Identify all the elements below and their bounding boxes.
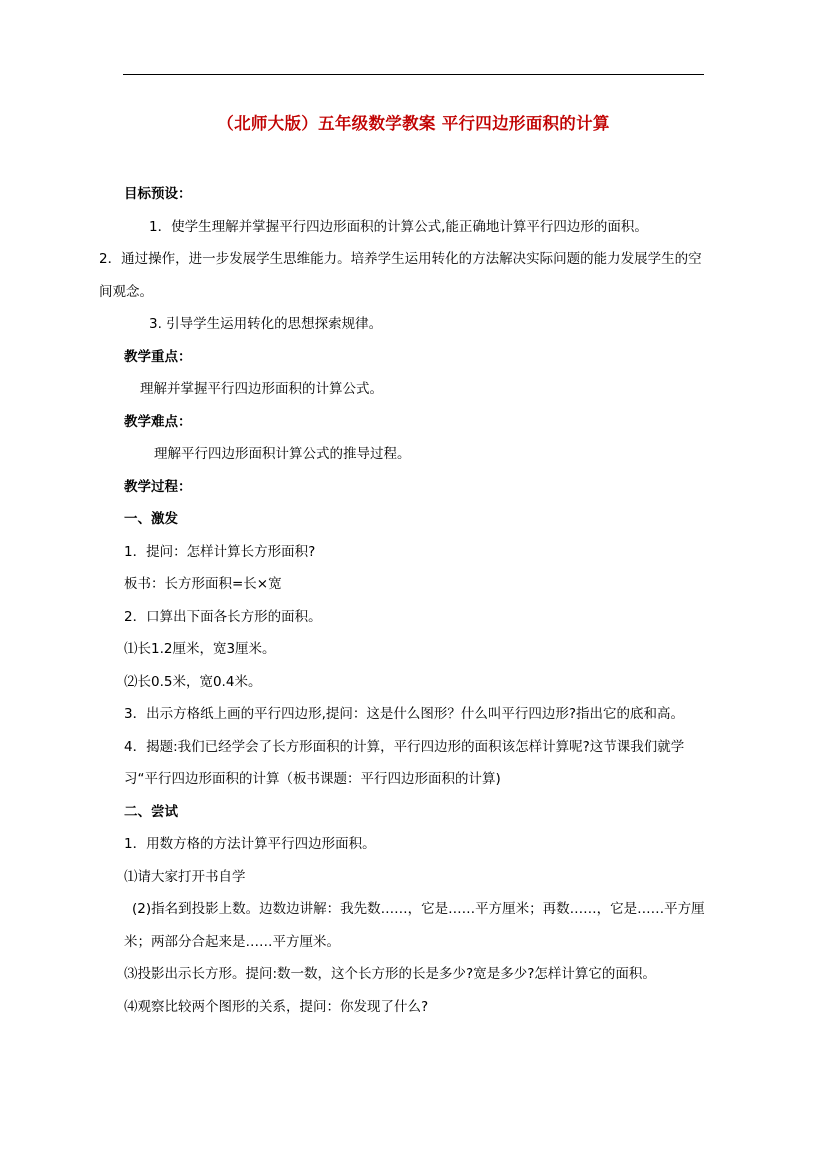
process-line: 板书：长方形面积=长×宽 [124, 576, 282, 592]
part-heading-attempt: 二、尝试 [124, 803, 178, 820]
part-heading-stimulate: 一、激发 [124, 511, 178, 527]
process-line: ⑶投影出示长方形。提问:数一数，这个长方形的长是多少?宽是多少?怎样计算它的面积。 [124, 966, 656, 982]
document-body [99, 178, 708, 1023]
process-line: ⑴请大家打开书自学 [124, 868, 246, 885]
section-heading-difficulties: 教学难点： [124, 413, 192, 430]
process-line: 3．出示方格纸上画的平行四边形,提问：这是什么图形？什么叫平行四边形?指出它的底和高。 [124, 706, 685, 722]
goal-item-3: 3. 引导学生运用转化的思想探索规律。 [149, 316, 383, 332]
section-heading-key-points: 教学重点： [124, 348, 192, 365]
goal-item-1: 1．使学生理解并掌握平行四边形面积的计算公式,能正确地计算平行四边形的面积。 [149, 218, 648, 235]
process-line: (2)指名到投影上数。边数边讲解：我先数……，它是……平方厘米；再数……，它是……平方厘米；两部分合起来是……平方厘米。 [124, 901, 705, 950]
process-line: ⑷观察比较两个图形的关系，提问：你发现了什么? [124, 998, 429, 1015]
document-title: （北师大版）五年级数学教案 平行四边形面积的计算 [217, 114, 610, 133]
section-heading-process: 教学过程： [124, 478, 192, 495]
process-line: 2．口算出下面各长方形的面积。 [124, 608, 322, 625]
process-line: 1．用数方格的方法计算平行四边形面积。 [124, 836, 376, 852]
process-line: ⑵长0.5米，宽0.4米。 [124, 673, 262, 690]
section-heading-goals: 目标预设： [124, 186, 192, 202]
key-point-text: 理解并掌握平行四边形面积的计算公式。 [140, 381, 383, 397]
header-rule [123, 74, 704, 75]
process-line: 1．提问：怎样计算长方形面积? [124, 543, 316, 560]
difficulty-text: 理解平行四边形面积计算公式的推导过程。 [154, 446, 411, 462]
goal-item-2: 2．通过操作，进一步发展学生思维能力。培养学生运用转化的方法解决实际问题的能力发展学生的空间观念。 [99, 251, 702, 300]
process-line: 4．揭题:我们已经学会了长方形面积的计算，平行四边形的面积该怎样计算呢?这节课我们就学习“平行四边形面积的计算（板书课题：平行四边形面积的计算) [124, 738, 685, 787]
process-line: ⑴长1.2厘米，宽3厘米。 [124, 641, 276, 657]
